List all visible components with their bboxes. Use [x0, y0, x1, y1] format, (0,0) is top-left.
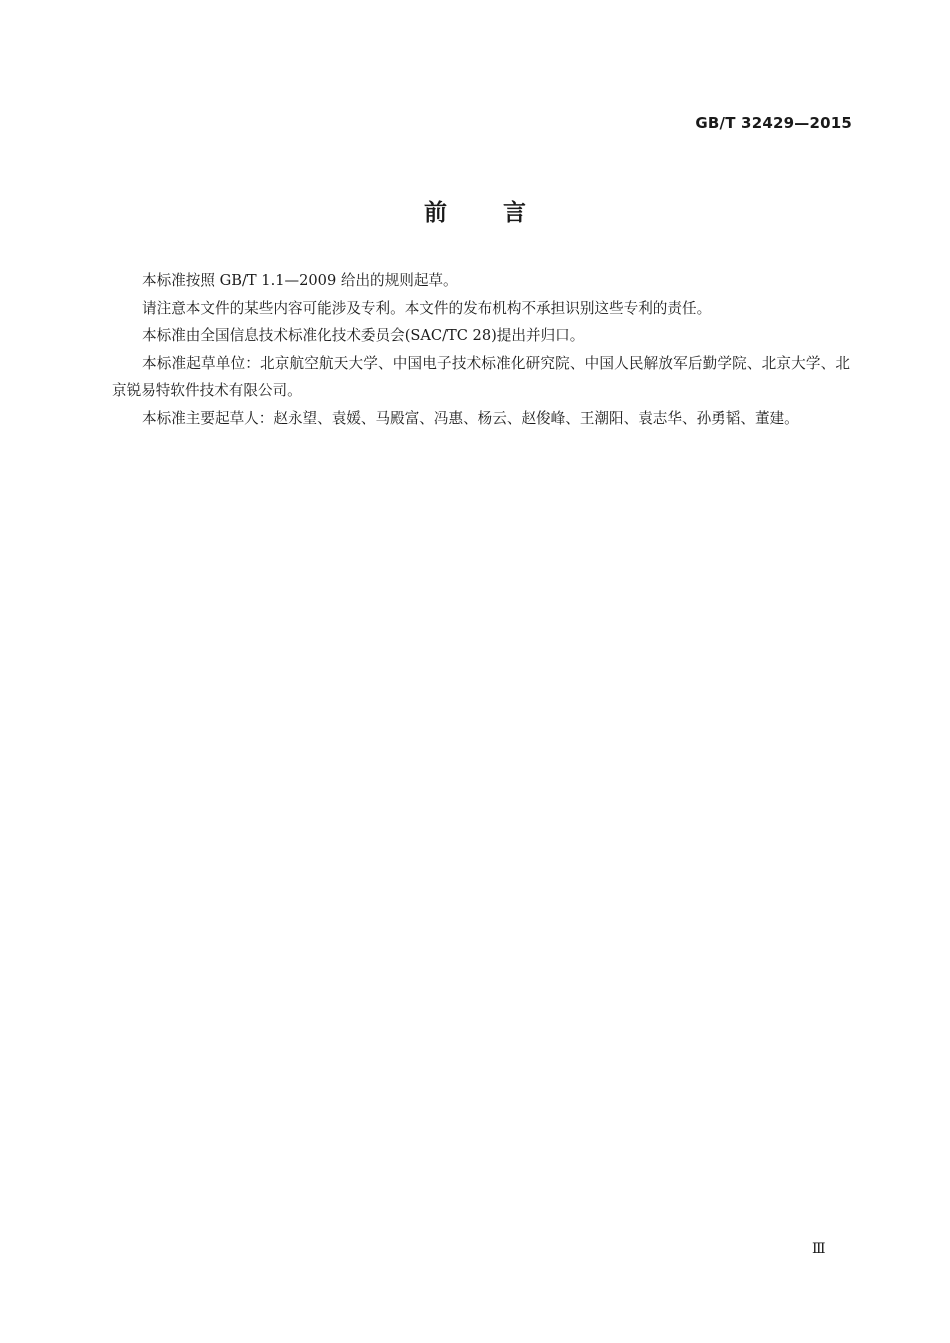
paragraph-drafters: 本标准主要起草人：赵永望、袁媛、马殿富、冯惠、杨云、赵俊峰、王潮阳、袁志华、孙勇韬、董建。 [142, 409, 799, 427]
paragraph-drafting-rules: 本标准按照 GB/T 1.1—2009 给出的规则起草。 [142, 272, 458, 289]
page-title: 前言 [424, 200, 582, 226]
paragraph-proposer: 本标准由全国信息技术标准化技术委员会(SAC/TC 28)提出并归口。 [142, 327, 585, 344]
page-number: Ⅲ [812, 1241, 826, 1257]
paragraph-drafting-units: 本标准起草单位：北京航空航天大学、中国电子技术标准化研究院、中国人民解放军后勤学院、北京大学、北京锐易特软件技术有限公司。 [112, 354, 850, 399]
foreword-body [112, 267, 850, 432]
standard-number: GB/T 32429—2015 [695, 114, 852, 132]
paragraph-patent-notice: 请注意本文件的某些内容可能涉及专利。本文件的发布机构不承担识别这些专利的责任。 [142, 299, 712, 317]
